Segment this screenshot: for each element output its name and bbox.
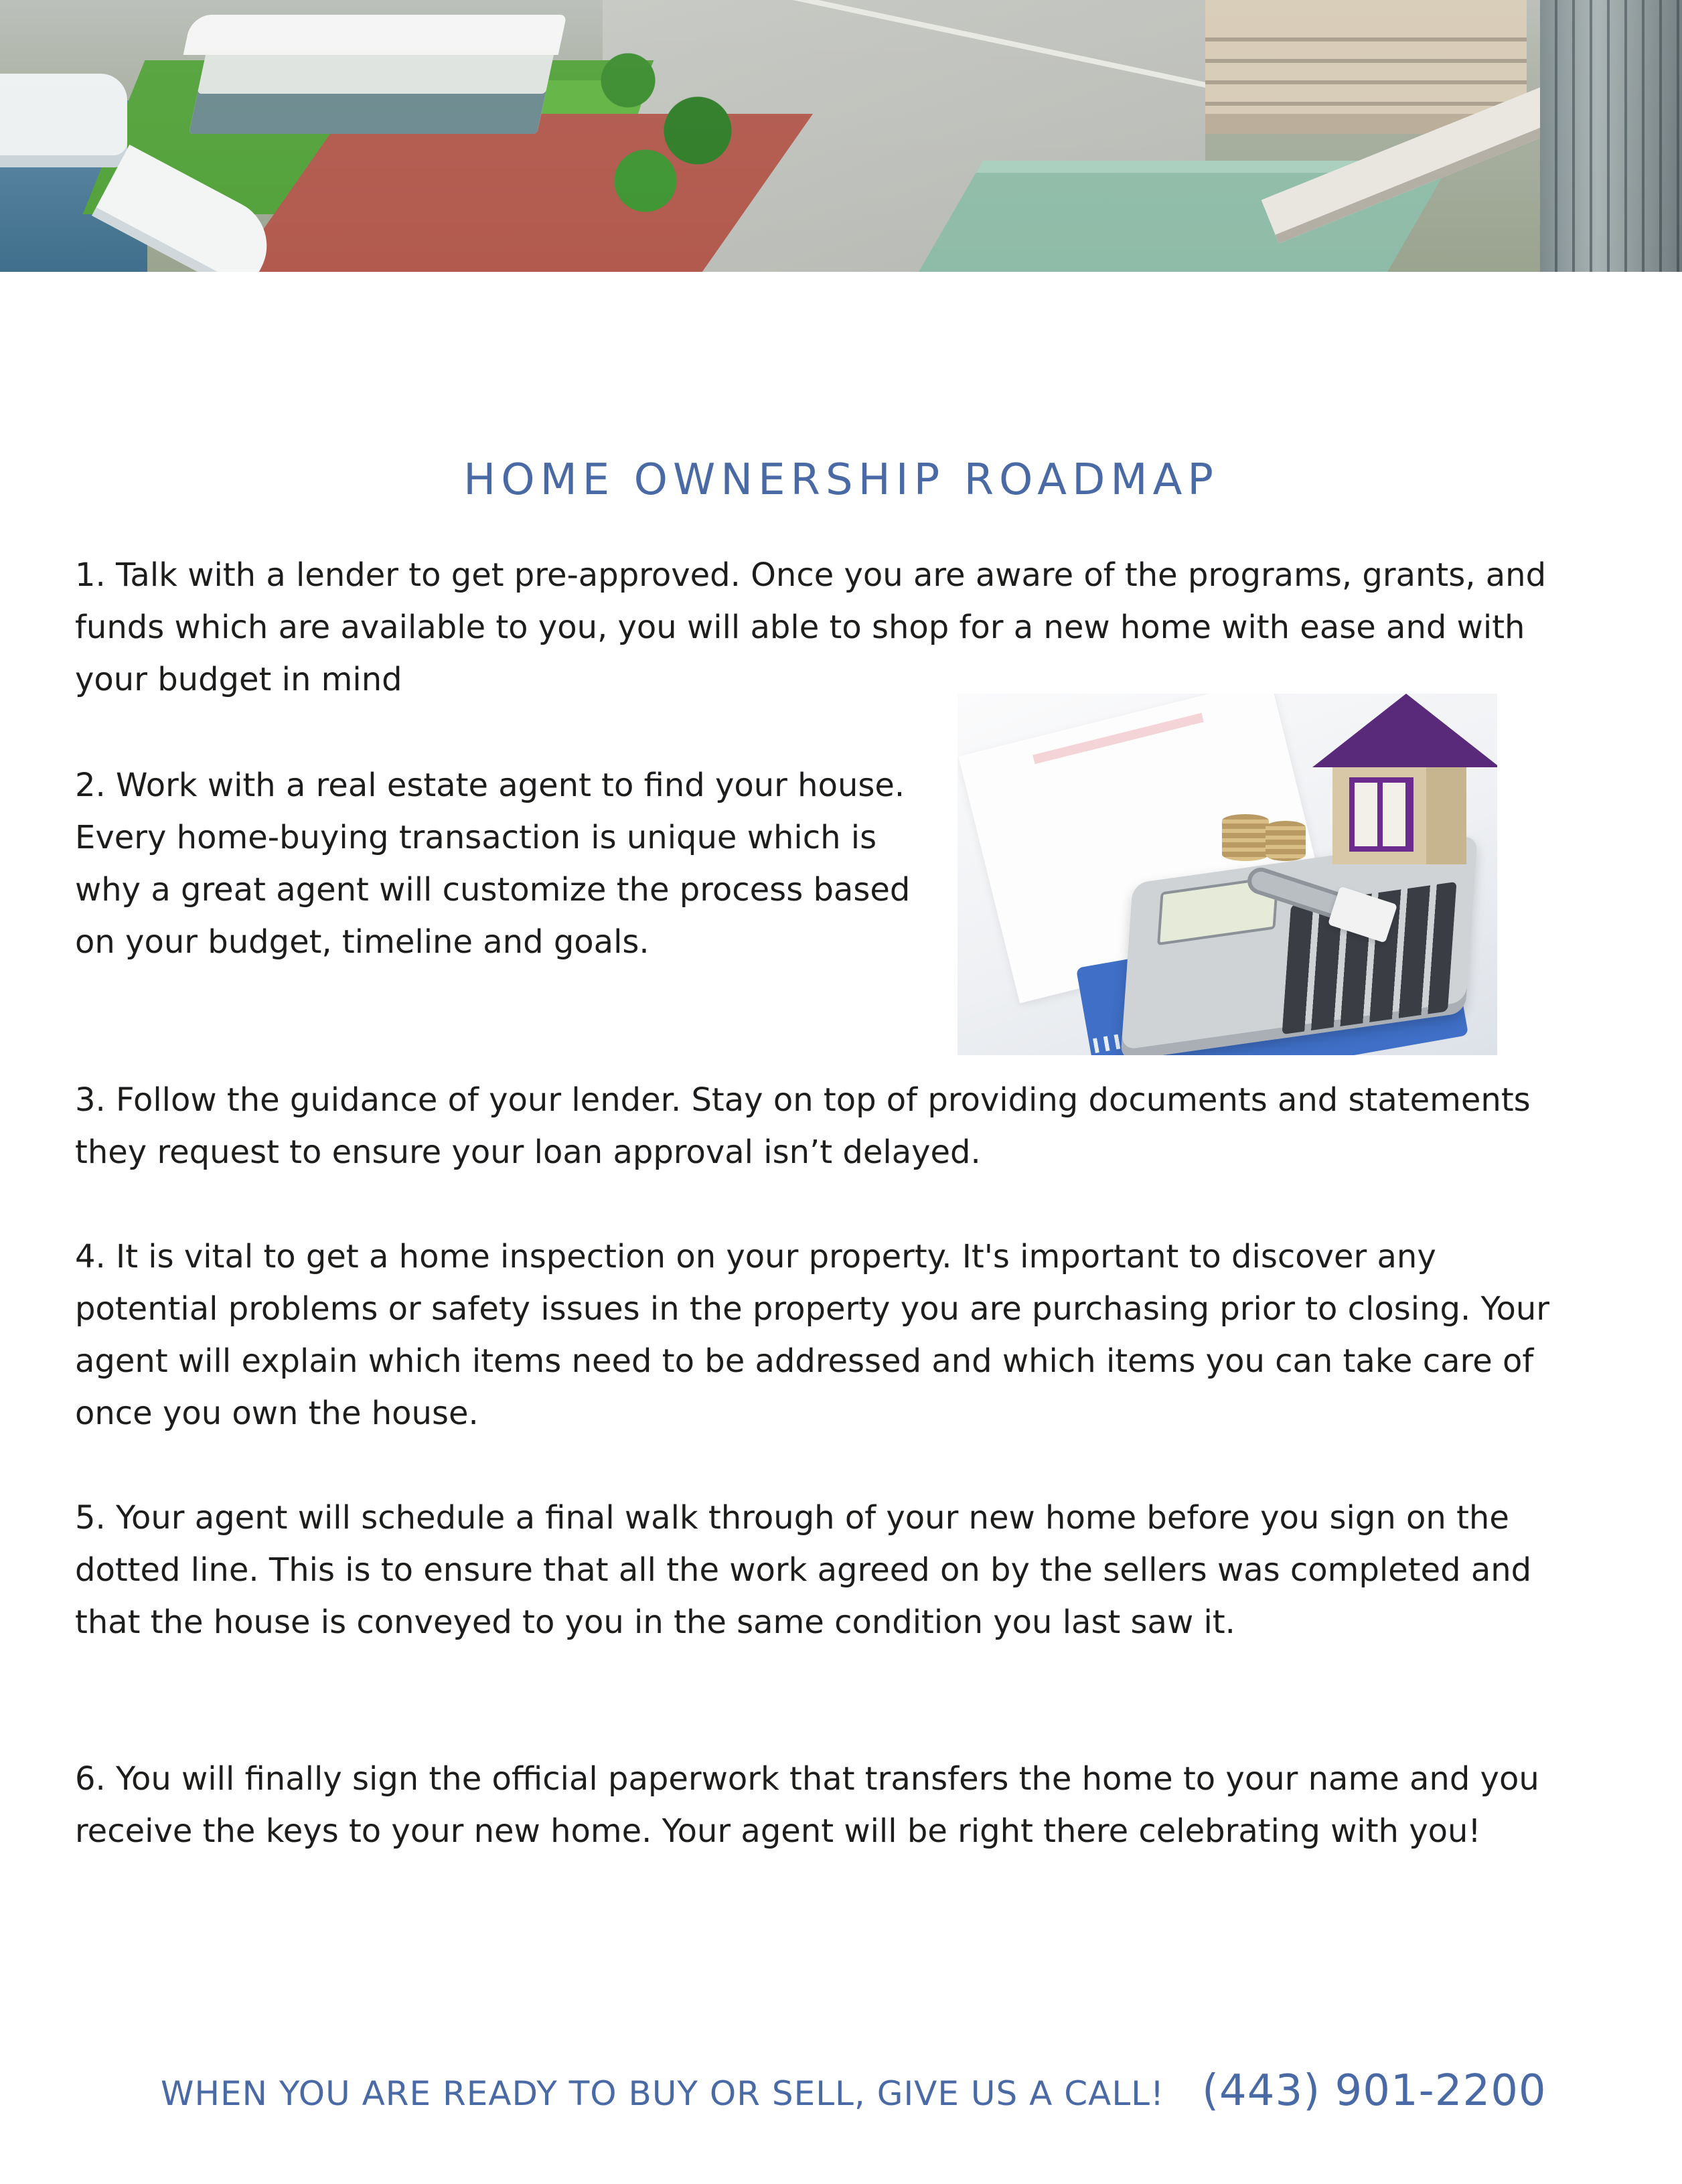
house-model-roof [1312,694,1497,767]
coin-stack-small [1266,821,1306,861]
photo-overlay [0,0,1682,272]
call-to-action: WHEN YOU ARE READY TO BUY OR SELL, GIVE US A CALL! [161,2074,1165,2113]
step-4: 4. It is vital to get a home inspection on your property. It's important to discover any potential problems or safety issues in the property you are purchasing prior to closing. Your agent will explain which items need to be addressed and which items you can take care of once you own the house. [75,1238,1549,1432]
page-title: HOME OWNERSHIP ROADMAP [463,455,1219,505]
step-6: 6. You will finally sign the official paperwork that transfers the home to your name and you receive the keys to your new home. Your agent will be right there celebrating with you! [75,1760,1539,1850]
house-model-window [1349,777,1413,852]
step-1: 1. Talk with a lender to get pre-approved. Once you are aware of the programs, grants, and funds which are available to you, you will able to shop for a new home with ease and with your budget in mind [75,556,1547,698]
step-5: 5. Your agent will schedule a final walk through of your new home before you sign on the dotted line. This is to ensure that all the work agreed on by the sellers was completed and that the house is conveyed to you in the same condition you last saw it. [75,1499,1532,1641]
step-3: 3. Follow the guidance of your lender. Stay on top of providing documents and statements they request to ensure your loan approval isn’t delayed. [75,1081,1531,1171]
header-aerial-photo [0,0,1682,272]
phone-number[interactable]: (443) 901-2200 [1202,2066,1547,2116]
house-calculator-photo [958,694,1497,1055]
coin-stack [1222,814,1269,861]
step-2: 2. Work with a real estate agent to find your house. Every home-buying transaction is unique which is why a great agent will customize the process based on your budget, timeline and goals. [75,767,911,961]
footer-contact [161,2066,1553,2116]
